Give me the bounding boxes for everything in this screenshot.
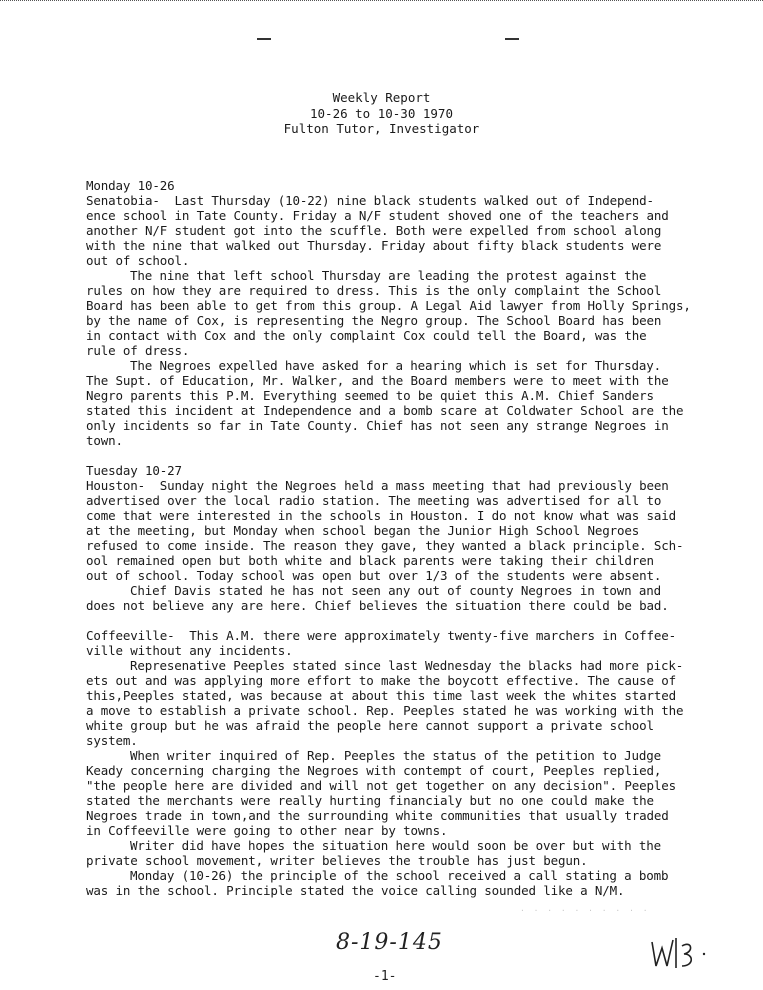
report-header — [0, 90, 763, 137]
text-line: rules on how they are required to dress. This is the only complaint the School — [86, 283, 662, 298]
text-line: another N/F student got into the scuffle. Both were expelled from school along — [86, 223, 662, 238]
text-line: ets out and was applying more effort to make the boycott effective. The cause of — [86, 673, 677, 688]
scan-edge-line — [0, 0, 763, 7]
text-line: system. — [86, 733, 138, 748]
text-line: out of school. — [86, 253, 190, 268]
text-line: Monday (10-26) the principle of the school received a call stating a bomb — [130, 868, 669, 883]
text-line: Coffeeville- This A.M. there were approximately twenty-five marchers in Coffee- — [86, 628, 677, 643]
text-line: The Supt. of Education, Mr. Walker, and the Board members were to meet with the — [86, 373, 669, 388]
report-body — [86, 178, 696, 898]
text-line: ence school in Tate County. Friday a N/F student shoved one of the teachers and — [86, 208, 669, 223]
text-line: Negroes trade in town,and the surrounding white communities that usually traded — [86, 808, 669, 823]
report-title: Weekly Report — [332, 90, 431, 105]
text-line: Houston- Sunday night the Negroes held a mass meeting that had previously been — [86, 478, 669, 493]
text-line: rule of dress. — [86, 343, 190, 358]
text-line: come that were interested in the schools in Houston. I do not know what was said — [86, 508, 677, 523]
page-number: -1- — [373, 969, 397, 984]
text-line: town. — [86, 433, 123, 448]
report-dates: 10-26 to 10-30 1970 — [310, 105, 453, 121]
text-line: this,Peeples stated, was because at about this time last week the whites started — [86, 688, 677, 703]
punch-mark-left — [257, 38, 271, 40]
text-line: Senatobia- Last Thursday (10-22) nine black students walked out of Independ- — [86, 193, 654, 208]
text-line: a move to establish a private school. Rep. Peeples stated he was working with the — [86, 703, 684, 718]
text-line: The nine that left school Thursday are leading the protest against the — [130, 268, 647, 283]
text-line: stated this incident at Independence and a bomb scare at Coldwater School are the — [86, 403, 684, 418]
text-line: was in the school. Principle stated the voice calling sounded like a N/M. — [86, 883, 625, 898]
text-line: Chief Davis stated he has not seen any out of county Negroes in town and — [130, 583, 662, 598]
text-line: Monday 10-26 — [86, 178, 175, 193]
text-line: ville without any incidents. — [86, 643, 293, 658]
handwritten-file-number: 8-19-145 — [336, 930, 443, 955]
text-line: When writer inquired of Rep. Peeples the status of the petition to Judge — [130, 748, 662, 763]
text-line: only incidents so far in Tate County. Chief has not seen any strange Negroes in — [86, 418, 669, 433]
text-line: white group but he was afraid the people here cannot support a private school — [86, 718, 654, 733]
text-line: The Negroes expelled have asked for a hearing which is set for Thursday. — [130, 358, 662, 373]
text-line: advertised over the local radio station. The meeting was advertised for all to — [86, 493, 662, 508]
text-line: refused to come inside. The reason they gave, they wanted a black principle. Sch- — [86, 538, 684, 553]
text-line: Negro parents this P.M. Everything seemed to be quiet this A.M. Chief Sanders — [86, 388, 654, 403]
faint-stamp: · · · · · · · · · · — [520, 906, 650, 915]
text-line: in Coffeeville were going to other near by towns. — [86, 823, 448, 838]
text-line: with the nine that walked out Thursday. Friday about fifty black students were — [86, 238, 662, 253]
report-author: Fulton Tutor, Investigator — [283, 121, 480, 136]
text-line: Writer did have hopes the situation here would soon be over but with the — [130, 838, 662, 853]
handwritten-initials-signature — [648, 932, 718, 974]
text-line: Tuesday 10-27 — [86, 463, 182, 478]
punch-mark-right — [505, 38, 519, 40]
text-line: private school movement, writer believes the trouble has just begun. — [86, 853, 588, 868]
text-line: Keady concerning charging the Negroes with contempt of court, Peeples replied, — [86, 763, 662, 778]
text-line: "the people here are divided and will not get together on any decision". Peeples — [86, 778, 677, 793]
text-line: in contact with Cox and the only complaint Cox could tell the Board, was the — [86, 328, 647, 343]
blank-line — [86, 613, 696, 628]
text-line: out of school. Today school was open but over 1/3 of the students were absent. — [86, 568, 662, 583]
text-line: at the meeting, but Monday when school began the Junior High School Negroes — [86, 523, 640, 538]
text-line: stated the merchants were really hurting financialy but no one could make the — [86, 793, 654, 808]
text-line: does not believe any are here. Chief believes the situation there could be bad. — [86, 598, 669, 613]
blank-line — [86, 448, 696, 463]
text-line: Represenative Peeples stated since last Wednesday the blacks had more pick- — [130, 658, 684, 673]
text-line: Board has been able to get from this group. A Legal Aid lawyer from Holly Springs, — [86, 298, 691, 313]
text-line: by the name of Cox, is representing the Negro group. The School Board has been — [86, 313, 662, 328]
text-line: ool remained open but both white and black parents were taking their children — [86, 553, 654, 568]
